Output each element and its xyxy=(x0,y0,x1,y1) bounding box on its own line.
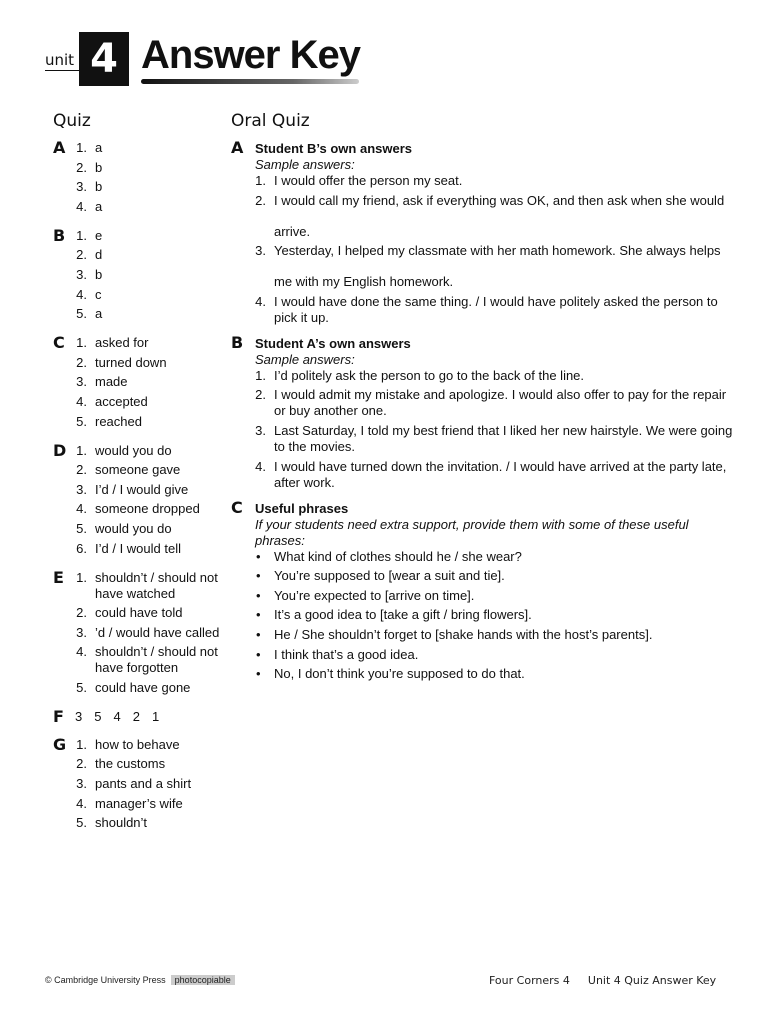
item-number: 5. xyxy=(76,679,87,695)
quiz-section-b xyxy=(53,225,228,322)
answer-item xyxy=(75,199,228,215)
bullet-icon: • xyxy=(256,626,261,642)
oral-quiz-column xyxy=(231,140,736,691)
item-answer: I would call my friend, ask if everything was OK, and then ask when she would xyxy=(274,192,725,208)
quiz-column xyxy=(53,140,228,844)
answer-item xyxy=(75,247,228,263)
answer-item xyxy=(75,179,228,195)
section-title: Student B’s own answers xyxy=(255,141,412,156)
item-answer: Yesterday, I helped my classmate with her math homework. She always helps xyxy=(274,243,721,259)
item-number: 1. xyxy=(76,736,87,752)
item-number: 1. xyxy=(255,173,266,188)
section-letter: E xyxy=(53,567,64,587)
phrase-text: You’re expected to [arrive on time]. xyxy=(274,587,475,603)
item-answer: someone gave xyxy=(95,462,181,478)
answer-item xyxy=(75,443,228,459)
section-subtitle: Sample answers: xyxy=(255,157,355,172)
item-answer: accepted xyxy=(95,393,148,409)
footer-page-title: Unit 4 Quiz Answer Key xyxy=(587,974,717,987)
item-number: 4. xyxy=(255,293,266,309)
item-answer: me with my English homework. xyxy=(274,274,454,290)
phrase-item xyxy=(255,549,736,565)
item-number: 3. xyxy=(76,179,87,195)
phrase-item xyxy=(255,568,736,584)
bullet-icon: • xyxy=(256,666,261,682)
item-number: 2. xyxy=(76,462,87,478)
answer-item xyxy=(75,680,228,696)
section-letter: C xyxy=(231,497,243,517)
item-number: 2. xyxy=(255,192,266,208)
item-number: 2. xyxy=(76,247,87,263)
item-number: 1. xyxy=(76,442,87,458)
answer-item xyxy=(255,423,736,455)
item-answer: reached xyxy=(95,413,142,429)
answer-item xyxy=(75,355,228,371)
section-title: Student A’s own answers xyxy=(255,335,411,351)
item-answer: shouldn’t xyxy=(95,815,148,831)
title-underline xyxy=(141,79,359,84)
answer-item xyxy=(255,459,736,491)
answer-item xyxy=(75,644,228,676)
copyright-text: © Cambridge University Press xyxy=(45,975,166,985)
answer-item xyxy=(75,756,228,772)
answer-item xyxy=(255,224,736,240)
unit-number-badge: 4 xyxy=(79,32,129,86)
section-letter: G xyxy=(53,734,67,754)
answer-item xyxy=(255,173,736,189)
oral-section-c xyxy=(231,497,736,683)
item-number: 2. xyxy=(76,354,87,370)
answer-item xyxy=(75,394,228,410)
item-answer: someone dropped xyxy=(95,501,200,517)
answer-item xyxy=(75,501,228,517)
item-answer: b xyxy=(95,179,103,195)
item-number: 2. xyxy=(76,756,87,772)
phrase-text: No, I don’t think you’re supposed to do that. xyxy=(274,666,525,682)
item-answer: I’d politely ask the person to go to the back of the line. xyxy=(274,367,585,383)
section-letter: A xyxy=(53,138,66,157)
sequence-number: 3 xyxy=(75,708,83,724)
footer-book-info xyxy=(489,974,716,987)
item-answer: would you do xyxy=(95,520,172,536)
item-number: 5. xyxy=(76,413,87,429)
phrase-text: He / She shouldn’t forget to [shake hands with the host’s parents]. xyxy=(274,626,653,642)
phrase-item xyxy=(255,647,736,663)
item-number: 1. xyxy=(76,569,87,585)
item-number: 4. xyxy=(76,501,87,517)
bullet-icon: • xyxy=(256,568,261,584)
item-number: 3. xyxy=(255,243,266,259)
item-number: 2. xyxy=(255,387,266,403)
item-number: 5. xyxy=(76,815,87,831)
quiz-section-a xyxy=(53,140,228,215)
phrase-text: What kind of clothes should he / she wear? xyxy=(274,548,522,564)
item-answer: c xyxy=(95,286,102,302)
answer-item xyxy=(75,160,228,176)
bullet-icon: • xyxy=(256,607,261,623)
answer-item xyxy=(75,776,228,792)
section-title: Useful phrases xyxy=(255,500,349,516)
answer-item xyxy=(75,815,228,831)
answer-item xyxy=(255,243,736,259)
section-letter: C xyxy=(53,333,65,353)
answer-item xyxy=(75,737,228,753)
section-letter: A xyxy=(231,138,244,157)
item-answer: a xyxy=(95,198,103,214)
book-title: Four Corners 4 xyxy=(489,974,570,987)
section-subtitle: Sample answers: xyxy=(255,351,355,367)
item-number: 3. xyxy=(76,624,87,640)
item-number: 4. xyxy=(76,644,87,660)
phrase-text: I think that’s a good idea. xyxy=(274,646,419,662)
item-answer: I’d / I would give xyxy=(95,481,189,497)
quiz-section-d xyxy=(53,440,228,557)
page-title: Answer Key xyxy=(141,33,360,77)
item-answer: turned down xyxy=(95,354,167,370)
answer-item xyxy=(75,482,228,498)
item-answer: shouldn’t / should not have watched xyxy=(95,569,218,601)
item-number: 1. xyxy=(76,227,87,243)
item-answer: I would have done the same thing. / I would have politely asked the person to pick it up. xyxy=(274,293,718,325)
answer-item xyxy=(75,306,228,322)
footer-copyright xyxy=(45,975,235,985)
item-answer: Last Saturday, I told my best friend that I liked her new hairstyle. We were going to the movies. xyxy=(274,422,733,454)
item-number: 1. xyxy=(76,335,87,351)
item-number: 3. xyxy=(76,374,87,390)
item-answer: made xyxy=(95,374,128,390)
answer-item xyxy=(75,605,228,621)
item-answer: the customs xyxy=(95,756,166,772)
item-number: 2. xyxy=(76,159,87,175)
oral-quiz-heading: Oral Quiz xyxy=(231,111,310,131)
answer-item xyxy=(75,414,228,430)
item-answer: I would admit my mistake and apologize. I would also offer to pay for the repair or buy another one. xyxy=(274,387,727,419)
answer-sequence xyxy=(75,709,228,724)
answer-item xyxy=(255,368,736,384)
answer-item xyxy=(75,625,228,641)
item-number: 3. xyxy=(76,776,87,792)
item-number: 4. xyxy=(76,795,87,811)
phrase-text: It’s a good idea to [take a gift / bring flowers]. xyxy=(274,607,532,623)
oral-section-b xyxy=(231,332,736,491)
section-letter: B xyxy=(231,332,244,352)
item-number: 3. xyxy=(76,481,87,497)
section-letter: B xyxy=(53,225,66,245)
item-answer: e xyxy=(95,227,103,243)
item-number: 3. xyxy=(76,266,87,282)
item-number: 1. xyxy=(255,367,266,383)
sequence-number: 5 xyxy=(94,708,102,724)
quiz-section-c xyxy=(53,335,228,429)
answer-item xyxy=(75,570,228,602)
item-answer: arrive. xyxy=(274,223,311,239)
item-answer: I would offer the person my seat. xyxy=(274,173,463,188)
item-number: 4. xyxy=(76,198,87,214)
item-number: 2. xyxy=(76,605,87,621)
item-answer: a xyxy=(95,306,103,322)
section-letter: F xyxy=(53,706,64,726)
quiz-heading: Quiz xyxy=(53,111,91,131)
answer-item xyxy=(255,387,736,419)
sequence-number: 4 xyxy=(113,708,121,724)
answer-item xyxy=(75,541,228,557)
item-number: 3. xyxy=(255,422,266,438)
phrase-item xyxy=(255,607,736,623)
item-answer: b xyxy=(95,159,103,175)
answer-item xyxy=(75,462,228,478)
item-number: 5. xyxy=(76,520,87,536)
item-answer: shouldn’t / should not have forgotten xyxy=(95,644,218,676)
item-number: 6. xyxy=(76,540,87,556)
item-answer: pants and a shirt xyxy=(95,776,192,792)
item-answer: asked for xyxy=(95,335,149,351)
unit-label: unit xyxy=(45,51,75,69)
answer-item xyxy=(75,140,228,156)
bullet-icon: • xyxy=(256,646,261,662)
answer-item xyxy=(75,335,228,351)
item-answer: b xyxy=(95,266,103,282)
answer-item xyxy=(255,274,736,290)
phrase-item xyxy=(255,666,736,682)
answer-item xyxy=(75,267,228,283)
item-answer: I would have turned down the invitation. / I would have arrived at the party late, after work. xyxy=(274,458,727,490)
quiz-section-e xyxy=(53,567,228,696)
photocopiable-tag: photocopiable xyxy=(171,975,235,985)
answer-item xyxy=(255,193,736,209)
phrase-item xyxy=(255,588,736,604)
item-number: 4. xyxy=(255,458,266,474)
item-answer: would you do xyxy=(95,442,172,458)
item-answer: d xyxy=(95,247,103,263)
bullet-icon: • xyxy=(256,548,261,564)
item-number: 4. xyxy=(76,393,87,409)
item-answer: ’d / would have called xyxy=(95,624,220,640)
phrase-item xyxy=(255,627,736,643)
answer-item xyxy=(75,521,228,537)
answer-item xyxy=(75,287,228,303)
sequence-number: 1 xyxy=(151,708,160,724)
sequence-number: 2 xyxy=(132,708,140,724)
section-letter: D xyxy=(53,440,67,460)
item-number: 5. xyxy=(76,306,87,322)
item-answer: I’d / I would tell xyxy=(95,540,181,556)
phrase-text: You’re supposed to [wear a suit and tie]. xyxy=(274,568,505,584)
quiz-section-g xyxy=(53,734,228,831)
quiz-section-f xyxy=(53,706,228,726)
item-answer: manager’s wife xyxy=(95,795,183,811)
answer-item xyxy=(75,796,228,812)
answer-item xyxy=(255,294,736,326)
item-number: 4. xyxy=(76,286,87,302)
oral-section-a xyxy=(231,140,736,326)
item-answer: a xyxy=(95,140,103,155)
unit-underline xyxy=(45,70,79,71)
item-number: 1. xyxy=(76,140,87,155)
section-subtitle: If your students need extra support, provide them with some of these useful phrases: xyxy=(255,516,689,548)
bullet-icon: • xyxy=(256,587,261,603)
item-answer: could have gone xyxy=(95,679,191,695)
item-answer: could have told xyxy=(95,605,183,621)
answer-item xyxy=(75,228,228,244)
answer-item xyxy=(75,374,228,390)
item-answer: how to behave xyxy=(95,736,180,752)
